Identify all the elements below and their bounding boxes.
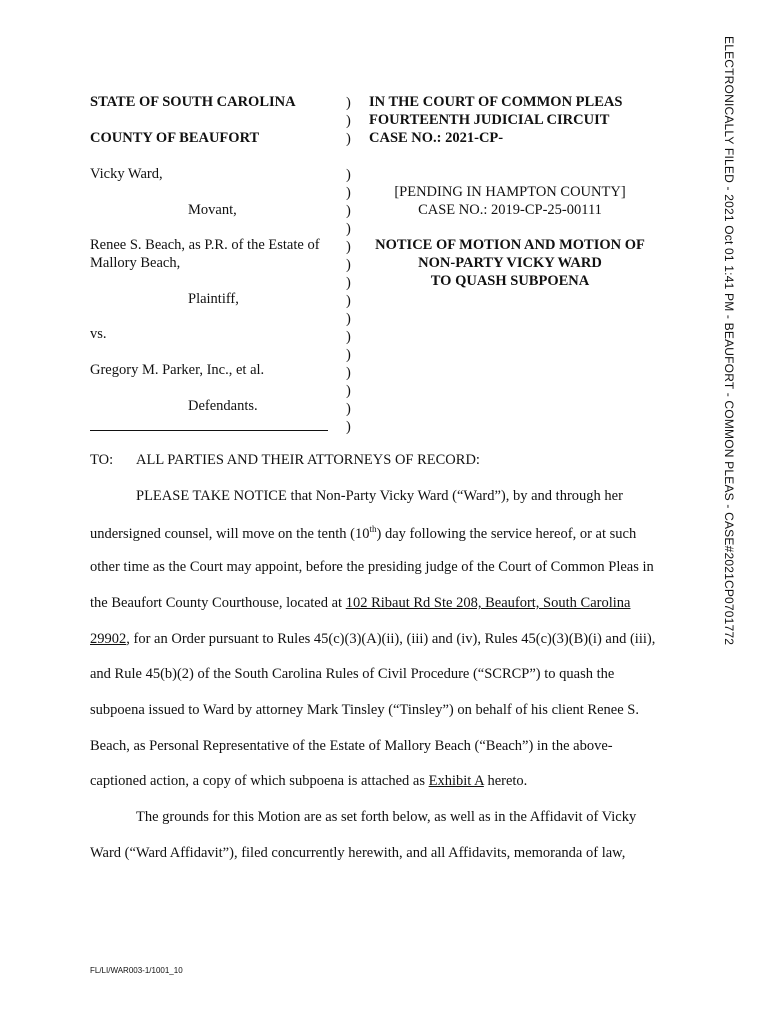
document-footer-id: FL/LI/WAR003-1/1001_10: [90, 966, 183, 975]
motion-title-3: TO QUASH SUBPOENA: [430, 273, 590, 289]
body-line-1: PLEASE TAKE NOTICE that Non-Party Vicky Ward (“Ward”), by and through her: [136, 488, 623, 504]
versus: vs.: [90, 326, 107, 342]
exhibit-a-reference: Exhibit A: [428, 773, 484, 789]
court-line-2: FOURTEENTH JUDICIAL CIRCUIT: [369, 112, 610, 128]
body-line-2: undersigned counsel, will move on the tenth (10th) day following the service hereof, or at such: [90, 524, 637, 542]
plaintiff-line-1: Renee S. Beach, as P.R. of the Estate of: [90, 237, 320, 253]
court-line-1: IN THE COURT OF COMMON PLEAS: [369, 94, 623, 110]
electronic-filing-stamp: ELECTRONICALLY FILED - 2021 Oct 01 1:41 PM - BEAUFORT - COMMON PLEAS - CASE#2021CP0701772: [722, 36, 736, 646]
plaintiff-line-2: Mallory Beach,: [90, 255, 181, 271]
body-line-10: The grounds for this Motion are as set forth below, as well as in the Affidavit of Vicky: [136, 809, 637, 825]
movant-role: Movant,: [188, 202, 237, 218]
movant-name: Vicky Ward,: [90, 166, 163, 182]
motion-title-1: NOTICE OF MOTION AND MOTION OF: [375, 237, 645, 253]
county-heading: COUNTY OF BEAUFORT: [90, 130, 260, 146]
to-label: TO:: [90, 452, 114, 468]
body-line-8: Beach, as Personal Representative of the Estate of Mallory Beach (“Beach”) in the above-: [90, 738, 613, 754]
defendant-name: Gregory M. Parker, Inc., et al.: [90, 362, 265, 378]
pending-line-1: [PENDING IN HAMPTON COUNTY]: [394, 184, 626, 200]
body-line-9: captioned action, a copy of which subpoena is attached as Exhibit A hereto.: [90, 773, 528, 789]
body-line-7: subpoena issued to Ward by attorney Mark Tinsley (“Tinsley”) on behalf of his client Renee S.: [90, 702, 639, 718]
body-line-4: the Beaufort County Courthouse, located at 102 Ribaut Rd Ste 208, Beaufort, South Carolina: [90, 595, 631, 611]
motion-title-2: NON-PARTY VICKY WARD: [418, 255, 602, 271]
caption-underline: [90, 430, 328, 431]
to-recipients: ALL PARTIES AND THEIR ATTORNEYS OF RECORD:: [136, 452, 480, 468]
case-number: CASE NO.: 2021-CP-: [369, 130, 504, 146]
courthouse-address: 102 Ribaut Rd Ste 208, Beaufort, South Carolina: [345, 595, 631, 611]
defendant-role: Defendants.: [188, 398, 258, 414]
body-line-5: 29902, for an Order pursuant to Rules 45(c)(3)(A)(ii), (iii) and (iv), Rules 45(c)(3)(B)(i) and (iii),: [90, 631, 656, 647]
plaintiff-role: Plaintiff,: [188, 291, 239, 307]
pending-line-2: CASE NO.: 2019-CP-25-00111: [418, 202, 602, 218]
body-line-6: and Rule 45(b)(2) of the South Carolina Rules of Civil Procedure (“SCRCP”) to quash the: [90, 666, 615, 682]
state-heading: STATE OF SOUTH CAROLINA: [90, 94, 296, 110]
body-line-3: other time as the Court may appoint, before the presiding judge of the Court of Common Pleas in: [90, 559, 654, 575]
body-line-11: Ward (“Ward Affidavit”), filed concurrently herewith, and all Affidavits, memoranda of law,: [90, 845, 626, 861]
courthouse-zip: 29902: [90, 631, 127, 647]
caption-paren-column: ) ) ) ) ) ) ) ) ) ) ) ) ) ) ) ) ) ): [346, 95, 351, 435]
